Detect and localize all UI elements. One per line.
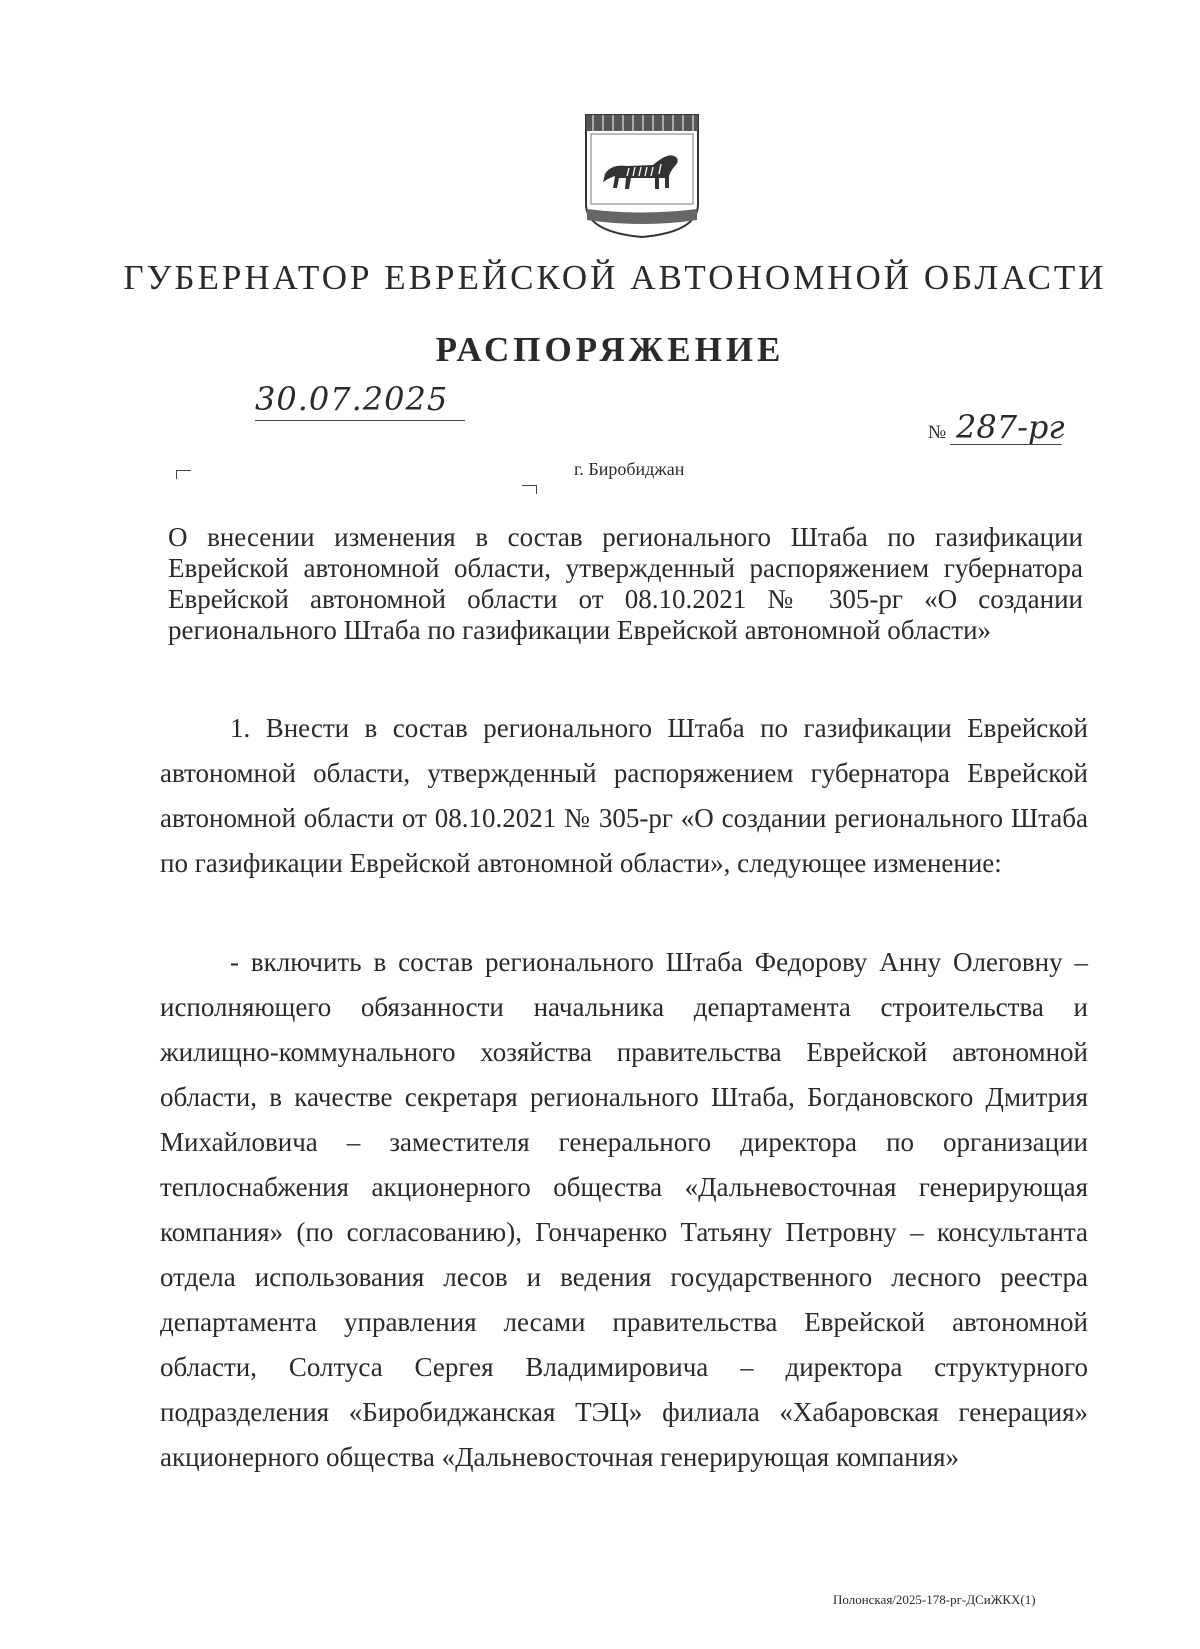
handwritten-date: 30.07.2025 (255, 380, 449, 418)
paragraph-2 (160, 940, 1088, 1480)
tiger-coat-of-arms-icon (583, 112, 701, 240)
paragraph-1-text: 1. Внести в состав регионального Штаба по газификации Еврейской автономной области, утвержденный распоряжением губернатора Еврейской автономной области от 08.10.2021 № 305-рг «О создании регионального Штаба по газификации Еврейской автономной области», следующее изменение: (160, 713, 1088, 878)
number-sign: № (928, 422, 947, 443)
footer-code: Полонская/2025-178-рг-ДСиЖКХ(1) (833, 1592, 1036, 1607)
title-corner-left (176, 470, 191, 479)
handwritten-number: 287-рг (956, 408, 1065, 446)
document-title: О внесении изменения в состав регионального Штаба по газификации Еврейской автономной области, утвержденный распоряжением губернатора Еврейской автономной области от 08.10.2021 № 305-рг «О создании регионального Штаба по газификации Еврейской автономной области» (168, 522, 1083, 645)
number-underline (950, 444, 1062, 445)
title-corner-right (522, 485, 537, 494)
date-underline (255, 420, 465, 421)
number-field (928, 408, 1088, 458)
paragraph-2-text: - включить в состав регионального Штаба Федорову Анну Олеговну – исполняющего обязанности начальника департамента строительства и жилищно-коммунального хозяйства правительства Еврейской автономной области, в качестве секретаря регионального Штаба, Богдановского Дмитрия Михайловича – заместителя генерального директора по организации теплоснабжения акционерного общества «Дальневосточная генерирующая компания» (по согласованию), Гончаренко Татьяну Петровну – консультанта отдела использования лесов и ведения государственного лесного реестра департамента управления лесами правительства Еврейской автономной области, Солтуса Сергея Владимировича – директора структурного подразделения «Биробиджанская ТЭЦ» филиала «Хабаровская генерация» акционерного общества «Дальневосточная генерирующая компания» (160, 947, 1088, 1472)
issuing-authority: ГУБЕРНАТОР ЕВРЕЙСКОЙ АВТОНОМНОЙ ОБЛАСТИ (123, 258, 1107, 297)
paragraph-1 (160, 706, 1088, 886)
document-type: РАСПОРЯЖЕНИЕ (435, 330, 785, 369)
city: г. Биробиджан (574, 459, 685, 479)
date-field (255, 380, 465, 430)
